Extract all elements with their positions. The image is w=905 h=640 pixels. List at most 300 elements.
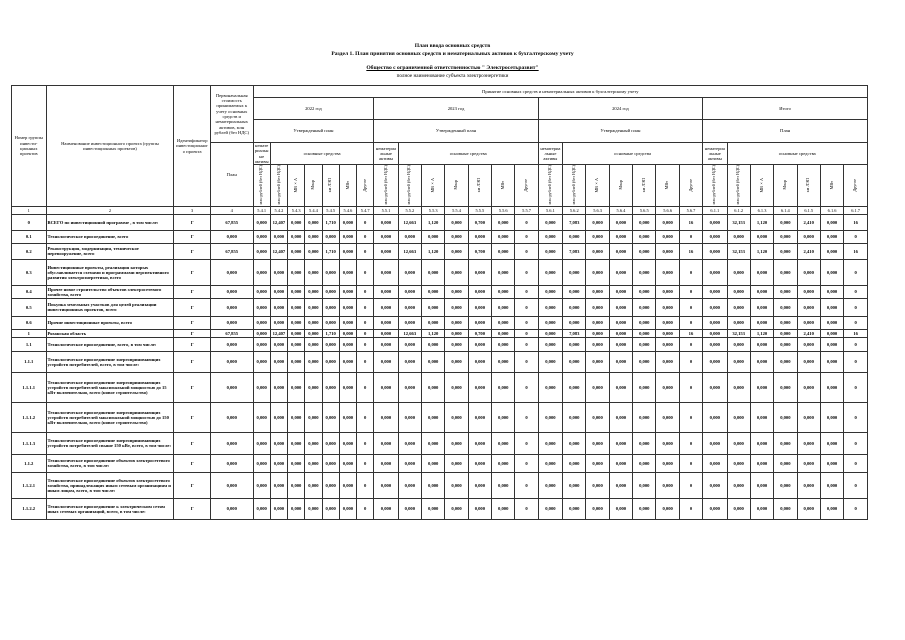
row-value: 0,000 <box>820 214 843 230</box>
row-value: 0,000 <box>492 351 515 372</box>
column-number: 5.5.1 <box>374 206 398 214</box>
row-value: 0,000 <box>468 454 491 472</box>
row-value: 0,000 <box>633 243 656 259</box>
row-name: Технологическое присоединение энергопринимающих устройств потребителей свыше 150 кВт, всего, в том числе: <box>46 432 174 454</box>
row-value: 0,000 <box>750 351 773 372</box>
row-value: 0,000 <box>727 432 750 454</box>
row-value: 0 <box>844 372 868 402</box>
table-row <box>12 316 868 329</box>
row-value: 0,000 <box>820 372 843 402</box>
column-number: 6.1.1 <box>703 206 727 214</box>
row-value: 0,000 <box>750 454 773 472</box>
row-value: 0,000 <box>398 454 421 472</box>
row-value: 0,000 <box>468 472 491 498</box>
row-value: 0 <box>844 454 868 472</box>
row-number: 1.1.1.2 <box>12 402 47 432</box>
row-value: 0,000 <box>305 372 322 402</box>
row-value: 0,000 <box>750 402 773 432</box>
row-id: Г <box>174 285 211 298</box>
row-value: 0,000 <box>305 298 322 316</box>
row-value: 0,000 <box>633 337 656 351</box>
document-title: План ввода основных средств <box>414 43 491 49</box>
row-value: 0 <box>679 372 702 402</box>
row-value: 0,000 <box>374 214 398 230</box>
row-value: 0 <box>679 337 702 351</box>
row-value: 0,000 <box>538 372 562 402</box>
row-value: 0 <box>357 329 374 337</box>
row-value: 0 <box>515 454 538 472</box>
row-number: 0 <box>12 214 47 230</box>
row-value: 0,000 <box>633 230 656 243</box>
row-value: 0,000 <box>339 432 356 454</box>
header-unit <box>844 165 868 207</box>
row-value: 0,000 <box>288 329 305 337</box>
row-value: 0 <box>357 351 374 372</box>
row-value: 0,000 <box>468 230 491 243</box>
row-value: 0,000 <box>797 259 820 285</box>
row-value: 0,000 <box>774 402 797 432</box>
row-value: 0,700 <box>468 243 491 259</box>
row-value: 0 <box>357 372 374 402</box>
row-value: 0,000 <box>374 402 398 432</box>
row-value: 0,000 <box>288 259 305 285</box>
row-value: 0,000 <box>305 259 322 285</box>
row-value: 0,700 <box>468 214 491 230</box>
header-unit <box>270 165 287 207</box>
row-value: 0,000 <box>797 298 820 316</box>
row-value: 0 <box>515 372 538 402</box>
row-number: 1.1.2 <box>12 454 47 472</box>
row-number: 1 <box>12 329 47 337</box>
header-intangible: нематериальные активы <box>254 143 269 164</box>
header-plan: План <box>210 143 253 207</box>
row-value: 0,000 <box>774 316 797 329</box>
column-number: 5.4.3 <box>288 206 305 214</box>
row-value: 12,663 <box>398 214 421 230</box>
column-number: 6.1.6 <box>820 206 843 214</box>
row-value: 0,000 <box>422 259 445 285</box>
row-value: 0,000 <box>563 472 586 498</box>
row-value: 0,000 <box>270 472 287 498</box>
row-name: Технологическое присоединение объектов электросетевого хозяйства, всего, в том числе: <box>46 454 174 472</box>
row-value: 0,000 <box>468 498 491 519</box>
header-unit-label: МВ×А <box>758 177 764 193</box>
table-row <box>12 243 868 259</box>
header-unit-label: Другое <box>852 178 858 192</box>
row-value: 0,000 <box>305 214 322 230</box>
row-value: 16 <box>679 243 702 259</box>
row-value: 0,000 <box>656 454 679 472</box>
row-value: 0,000 <box>398 259 421 285</box>
header-project-name: Наименование инвестиционного проекта (группы инвестиционных проектов) <box>46 86 174 207</box>
row-value: 0,000 <box>210 372 253 402</box>
column-number: 5.5.6 <box>492 206 515 214</box>
row-value: 0 <box>844 298 868 316</box>
row-value: 0 <box>515 298 538 316</box>
column-number: 5.5.4 <box>445 206 468 214</box>
row-value: 0 <box>844 230 868 243</box>
row-value: 0,000 <box>288 472 305 498</box>
row-value: 0,000 <box>797 285 820 298</box>
row-value: 0,000 <box>253 214 270 230</box>
row-value: 0 <box>357 316 374 329</box>
row-value: 0,000 <box>445 298 468 316</box>
row-value: 0,000 <box>288 243 305 259</box>
row-value: 12,407 <box>270 329 287 337</box>
row-value: 0,000 <box>727 402 750 432</box>
row-value: 0,000 <box>609 432 632 454</box>
row-value: 2,410 <box>797 243 820 259</box>
header-fixed-assets: основные средства <box>398 143 538 165</box>
row-value: 0,000 <box>656 285 679 298</box>
row-id: Г <box>174 243 211 259</box>
row-value: 16 <box>844 214 868 230</box>
header-unit <box>586 165 609 207</box>
row-value: 0,000 <box>398 498 421 519</box>
row-value: 0,000 <box>820 337 843 351</box>
row-value: 0,000 <box>322 472 339 498</box>
row-value: 0,000 <box>750 298 773 316</box>
row-value: 0,000 <box>288 432 305 454</box>
row-value: 0,000 <box>270 259 287 285</box>
row-value: 0,000 <box>797 472 820 498</box>
table-row <box>12 337 868 351</box>
row-value: 0,000 <box>609 243 632 259</box>
row-value: 0,000 <box>563 351 586 372</box>
row-value: 0,000 <box>797 230 820 243</box>
row-value: 0,000 <box>374 230 398 243</box>
row-value: 0,000 <box>322 337 339 351</box>
header-unit-label: Мвар <box>617 180 623 190</box>
row-id: Г <box>174 214 211 230</box>
row-value: 0,000 <box>750 472 773 498</box>
row-value: 0 <box>515 316 538 329</box>
row-value: 0,000 <box>797 337 820 351</box>
header-unit-label: млн рублей (без НДС) <box>711 165 717 205</box>
table-row <box>12 230 868 243</box>
row-value: 0,000 <box>774 230 797 243</box>
row-value: 0,000 <box>210 454 253 472</box>
row-value: 0,000 <box>703 337 727 351</box>
row-value: 0,000 <box>538 214 562 230</box>
row-value: 0,000 <box>422 472 445 498</box>
row-value: 0,000 <box>339 351 356 372</box>
row-value: 0,000 <box>322 498 339 519</box>
header-unit-label: МВт <box>828 180 834 190</box>
row-value: 0,000 <box>492 230 515 243</box>
row-value: 0,000 <box>305 432 322 454</box>
row-value: 0,000 <box>538 454 562 472</box>
row-value: 0,000 <box>703 402 727 432</box>
row-value: 16 <box>844 329 868 337</box>
row-value: 0,000 <box>445 454 468 472</box>
header-unit-label: млн рублей (без НДС) <box>275 165 281 205</box>
row-value: 67,855 <box>210 329 253 337</box>
row-value: 0,000 <box>774 285 797 298</box>
row-value: 0,000 <box>820 230 843 243</box>
table-row <box>12 472 868 498</box>
row-value: 0,000 <box>339 472 356 498</box>
row-value: 0,000 <box>633 472 656 498</box>
row-value: 0,000 <box>563 230 586 243</box>
row-id: Г <box>174 454 211 472</box>
row-value: 0,000 <box>727 351 750 372</box>
row-value: 0,000 <box>322 285 339 298</box>
row-value: 0,000 <box>563 432 586 454</box>
row-value: 0,000 <box>468 298 491 316</box>
row-name: Технологическое присоединение, всего <box>46 230 174 243</box>
row-value: 0,000 <box>820 432 843 454</box>
row-value: 0,000 <box>538 285 562 298</box>
row-value: 0,000 <box>253 402 270 432</box>
column-number: 5.6.3 <box>586 206 609 214</box>
row-value: 0,000 <box>210 337 253 351</box>
header-plan-total: План <box>703 120 868 143</box>
row-value: 0,000 <box>374 351 398 372</box>
row-value: 0,000 <box>656 432 679 454</box>
row-value: 0,000 <box>468 337 491 351</box>
row-value: 0,000 <box>656 337 679 351</box>
row-value: 0,000 <box>468 402 491 432</box>
row-value: 0,000 <box>633 402 656 432</box>
row-id: Г <box>174 316 211 329</box>
row-value: 0,000 <box>633 214 656 230</box>
row-number: 0.4 <box>12 285 47 298</box>
row-value: 0 <box>679 432 702 454</box>
row-value: 0 <box>515 402 538 432</box>
row-id: Г <box>174 472 211 498</box>
header-unit <box>703 165 727 207</box>
header-unit <box>339 165 356 207</box>
row-number: 0.3 <box>12 259 47 285</box>
row-value: 0,000 <box>656 372 679 402</box>
row-value: 0,000 <box>633 298 656 316</box>
row-value: 0,000 <box>253 472 270 498</box>
row-value: 0,000 <box>253 454 270 472</box>
row-value: 0,000 <box>586 214 609 230</box>
row-number: 0.2 <box>12 243 47 259</box>
table-row <box>12 454 868 472</box>
row-value: 0,000 <box>820 316 843 329</box>
header-unit-label: Мвар <box>781 180 787 190</box>
row-value: 0,000 <box>538 402 562 432</box>
row-value: 0,000 <box>538 230 562 243</box>
table-row <box>12 402 868 432</box>
row-value: 12,407 <box>270 214 287 230</box>
row-value: 0 <box>679 454 702 472</box>
row-id: Г <box>174 259 211 285</box>
row-value: 0,000 <box>374 454 398 472</box>
row-value: 0,000 <box>210 298 253 316</box>
header-intangible: нематериальные активы <box>374 143 398 165</box>
row-value: 0,000 <box>586 230 609 243</box>
row-value: 67,855 <box>210 214 253 230</box>
row-value: 0,000 <box>339 243 356 259</box>
table-row <box>12 259 868 285</box>
column-number: 2 <box>46 206 174 214</box>
row-value: 0,000 <box>820 402 843 432</box>
row-value: 0,000 <box>586 372 609 402</box>
row-value: 0,000 <box>270 351 287 372</box>
column-number: 6.1.4 <box>774 206 797 214</box>
row-value: 0,000 <box>703 316 727 329</box>
row-value: 0,000 <box>305 230 322 243</box>
row-value: 0 <box>357 432 374 454</box>
row-value: 0,000 <box>797 351 820 372</box>
row-number: 1.1.1.1 <box>12 372 47 402</box>
column-number: 5.5.5 <box>468 206 491 214</box>
row-value: 0,000 <box>703 498 727 519</box>
row-value: 0,000 <box>210 351 253 372</box>
header-unit <box>679 165 702 207</box>
row-value: 0,000 <box>586 351 609 372</box>
row-value: 0,000 <box>820 351 843 372</box>
row-value: 0 <box>844 259 868 285</box>
header-unit-label: млн рублей (без НДС) <box>570 165 576 205</box>
row-value: 0 <box>515 214 538 230</box>
header-unit-label: МВ×А <box>429 177 435 193</box>
header-unit <box>374 165 398 207</box>
row-value: 0,000 <box>374 498 398 519</box>
row-value: 0,000 <box>339 329 356 337</box>
row-value: 7,083 <box>563 243 586 259</box>
row-value: 0,000 <box>820 259 843 285</box>
row-value: 0 <box>679 351 702 372</box>
row-value: 0,000 <box>305 498 322 519</box>
row-value: 0,000 <box>270 285 287 298</box>
row-value: 0,000 <box>253 230 270 243</box>
row-id: Г <box>174 337 211 351</box>
row-value: 0 <box>679 472 702 498</box>
row-value: 1,120 <box>422 243 445 259</box>
row-value: 0,000 <box>270 432 287 454</box>
row-value: 0 <box>357 243 374 259</box>
header-unit-label: млн рублей (без НДС) <box>546 165 552 205</box>
row-value: 0,000 <box>305 337 322 351</box>
row-value: 0,000 <box>210 402 253 432</box>
row-value: 2,410 <box>797 329 820 337</box>
row-value: 0,000 <box>445 472 468 498</box>
row-value: 0,000 <box>422 402 445 432</box>
row-value: 0,000 <box>727 337 750 351</box>
column-number: 5.4.7 <box>357 206 374 214</box>
header-unit-label: млн рублей (без НДС) <box>406 165 412 205</box>
header-unit <box>563 165 586 207</box>
row-value: 0,000 <box>656 402 679 432</box>
row-value: 0,000 <box>727 372 750 402</box>
row-value: 0,000 <box>253 432 270 454</box>
header-unit <box>492 165 515 207</box>
table-row <box>12 372 868 402</box>
row-value: 0,000 <box>656 259 679 285</box>
row-value: 0,000 <box>253 351 270 372</box>
row-value: 0,000 <box>538 329 562 337</box>
row-id: Г <box>174 402 211 432</box>
row-number: 1.1.1 <box>12 351 47 372</box>
table-row <box>12 351 868 372</box>
column-number: 5.4.4 <box>305 206 322 214</box>
column-number: 5.6.7 <box>679 206 702 214</box>
row-value: 0,000 <box>750 285 773 298</box>
row-id: Г <box>174 372 211 402</box>
column-number: 5.5.7 <box>515 206 538 214</box>
row-value: 0,000 <box>633 329 656 337</box>
column-number: 6.1.5 <box>797 206 820 214</box>
row-name: Реконструкция, модернизация, техническое перевооружение, всего <box>46 243 174 259</box>
row-value: 0,000 <box>322 372 339 402</box>
row-value: 0 <box>515 243 538 259</box>
row-value: 0,000 <box>656 472 679 498</box>
row-value: 32,153 <box>727 243 750 259</box>
row-name: Технологическое присоединение энергопринимающих устройств потребителей максимальной мощностью до 150 кВт включительно, всего (новое строительство) <box>46 402 174 432</box>
row-value: 0,000 <box>703 432 727 454</box>
row-value: 0,000 <box>797 402 820 432</box>
row-value: 0,000 <box>633 351 656 372</box>
row-value: 0,000 <box>339 337 356 351</box>
row-value: 0,000 <box>270 454 287 472</box>
header-unit-label: МВ×А <box>292 177 298 193</box>
header-unit <box>422 165 445 207</box>
row-value: 0,000 <box>774 259 797 285</box>
row-value: 0,000 <box>538 472 562 498</box>
row-value: 0,000 <box>288 298 305 316</box>
row-value: 7,083 <box>563 329 586 337</box>
row-value: 0,000 <box>288 372 305 402</box>
row-value: 0,000 <box>492 372 515 402</box>
row-value: 0,000 <box>820 472 843 498</box>
row-value: 0,000 <box>422 316 445 329</box>
row-value: 0,000 <box>339 259 356 285</box>
row-value: 0,000 <box>727 316 750 329</box>
row-value: 0,000 <box>609 351 632 372</box>
column-number: 5.4.6 <box>339 206 356 214</box>
header-unit <box>468 165 491 207</box>
row-value: 0,000 <box>703 298 727 316</box>
row-value: 0,000 <box>656 298 679 316</box>
row-value: 0,000 <box>339 230 356 243</box>
row-value: 0,000 <box>538 337 562 351</box>
row-value: 0,000 <box>288 214 305 230</box>
header-approved-plan-2022: Утвержденный план <box>253 120 374 143</box>
header-unit <box>656 165 679 207</box>
row-value: 0,000 <box>563 454 586 472</box>
row-value: 0,000 <box>288 454 305 472</box>
row-value: 0 <box>357 454 374 472</box>
row-value: 0,000 <box>445 214 468 230</box>
row-value: 0,000 <box>563 298 586 316</box>
row-value: 0,000 <box>210 498 253 519</box>
row-name: Технологическое присоединение к электрическим сетям иных сетевых организаций, всего, в том числе: <box>46 498 174 519</box>
row-value: 0,000 <box>422 432 445 454</box>
row-value: 0 <box>357 214 374 230</box>
header-intangible: нематериальные активы <box>703 143 727 165</box>
row-value: 0,000 <box>398 351 421 372</box>
row-value: 0 <box>515 230 538 243</box>
row-value: 0,000 <box>322 259 339 285</box>
row-value: 0 <box>357 472 374 498</box>
row-value: 0,000 <box>445 498 468 519</box>
header-approved-plan-2023: Утвержденный план <box>374 120 538 143</box>
table-row <box>12 432 868 454</box>
row-value: 0,000 <box>374 472 398 498</box>
row-value: 0,000 <box>703 454 727 472</box>
row-value: 0,000 <box>820 498 843 519</box>
row-value: 0 <box>357 285 374 298</box>
row-value: 0,000 <box>445 337 468 351</box>
row-value: 0,000 <box>563 259 586 285</box>
row-value: 0 <box>679 259 702 285</box>
row-value: 0,000 <box>609 230 632 243</box>
